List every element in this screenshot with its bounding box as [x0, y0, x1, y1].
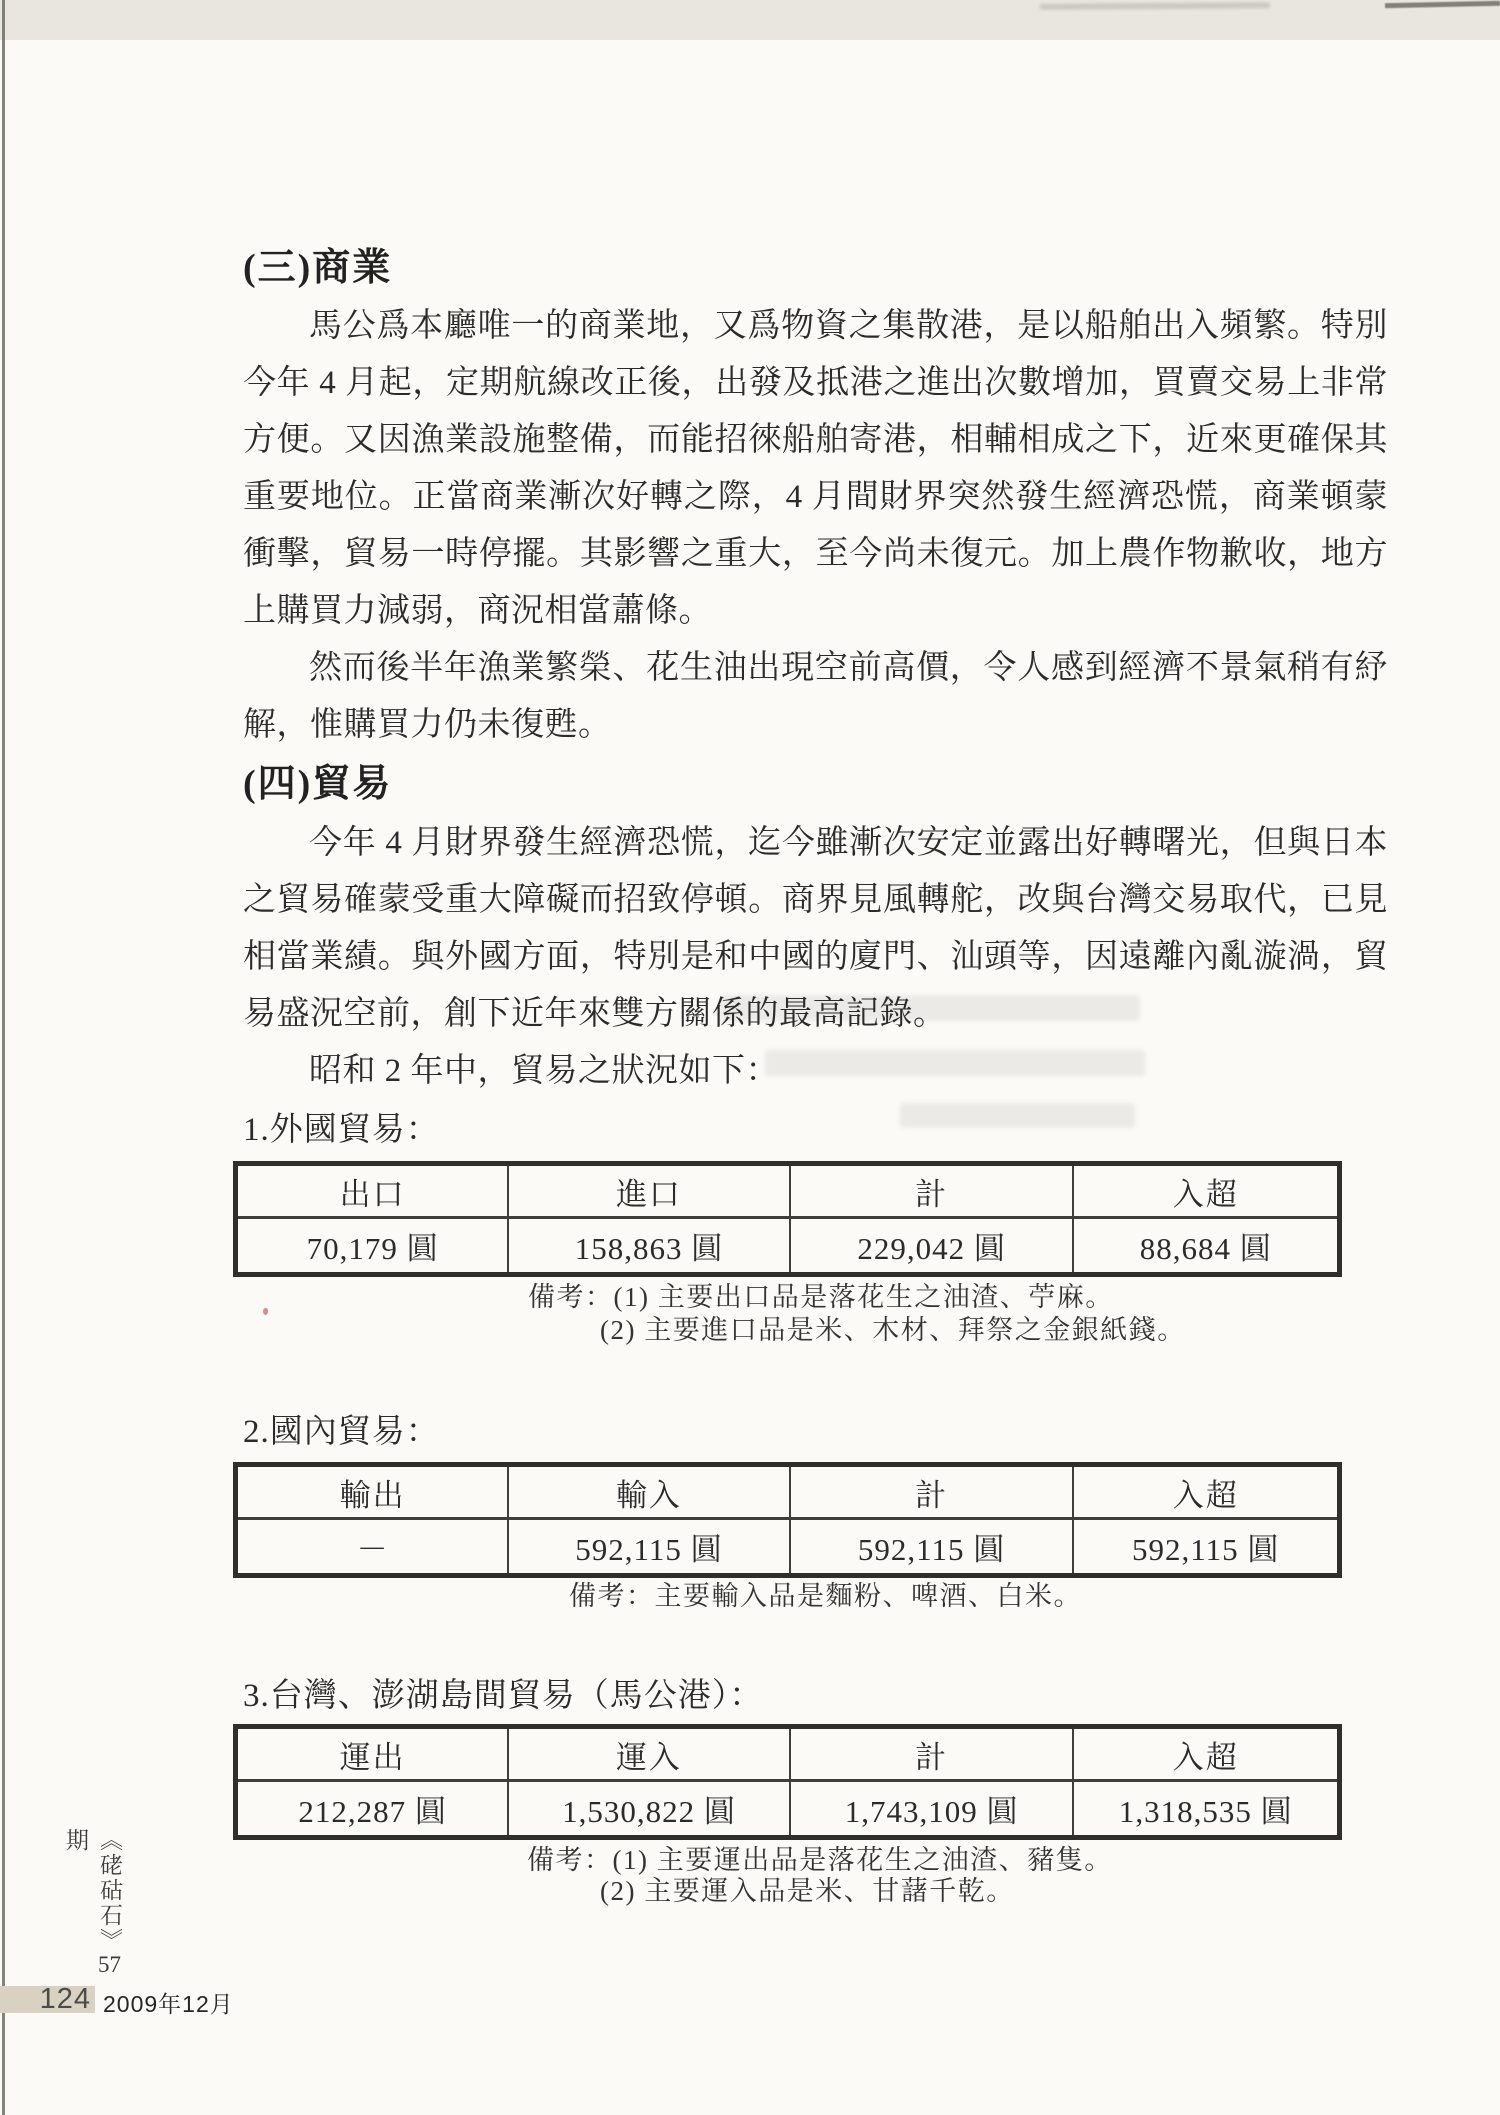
- journal-issue-number: 57: [98, 1953, 121, 1976]
- page-number: 124: [39, 1983, 91, 2015]
- value-cell: 229,042 圓: [790, 1218, 1074, 1275]
- text-line: 昭和 2 年中，貿易之狀況如下：: [309, 1053, 779, 1089]
- table-value-row: [236, 1218, 1340, 1275]
- bleed-through-artifact: [900, 1103, 1135, 1128]
- table-title-foreign-trade: 1.外國貿易：: [243, 1112, 440, 1148]
- section-heading-commerce: (三)商業: [243, 247, 393, 289]
- table-remark: 備考：(1) 主要出口品是落花生之油渣、苧麻。: [528, 1282, 1114, 1312]
- table-remark: 備考：(1) 主要運出品是落花生之油渣、豬隻。: [527, 1845, 1113, 1875]
- paragraph-trade: [243, 815, 1388, 1043]
- text-line: 馬公爲本廳唯一的商業地，又爲物資之集散港，是以船舶出入頻繁。特別: [309, 308, 1388, 344]
- section-heading-trade: (四)貿易: [243, 763, 393, 805]
- column-header: 入超: [1073, 1727, 1339, 1781]
- column-header: 入超: [1073, 1164, 1339, 1218]
- column-header: 輸出: [236, 1465, 509, 1519]
- footer-date: 2009年12月: [103, 1991, 234, 2017]
- text-line: 今年 4 月起，定期航線改正後，出發及抵港之進出次數增加，買賣交易上非常: [243, 365, 1388, 401]
- table-remark: 備考：主要輸入品是麵粉、啤酒、白米。: [569, 1581, 1082, 1611]
- journal-issue-unit: 期: [63, 1828, 88, 1853]
- foreign-trade-table: [233, 1161, 1342, 1277]
- column-header: 進口: [508, 1164, 790, 1218]
- value-cell: 70,179 圓: [306, 1231, 439, 1266]
- value-cell: 1,318,535 圓: [1073, 1781, 1339, 1838]
- column-header: 計: [790, 1164, 1074, 1218]
- text-line: 方便。又因漁業設施整備，而能招徠船舶寄港，相輔相成之下，近來更確保其: [243, 422, 1388, 458]
- page-number-bar: [0, 1983, 95, 2015]
- column-header: 計: [790, 1727, 1074, 1781]
- text-line: 相當業績。與外國方面，特別是和中國的廈門、汕頭等，因遠離內亂漩渦，貿: [243, 939, 1388, 975]
- column-header: 輸入: [508, 1465, 790, 1519]
- value-cell: 1,530,822 圓: [508, 1781, 790, 1838]
- scan-speck: [263, 1308, 268, 1315]
- value-cell: 158,863 圓: [508, 1218, 790, 1275]
- value-cell: 592,115 圓: [790, 1519, 1074, 1576]
- column-header: 運出: [236, 1727, 509, 1781]
- column-header: 入超: [1073, 1465, 1339, 1519]
- column-header: 出口: [236, 1164, 509, 1218]
- text-line: 解，惟購買力仍未復甦。: [243, 707, 612, 743]
- column-header: 運入: [508, 1727, 790, 1781]
- text-line: 易盛況空前，創下近年來雙方關係的最高記錄。: [243, 996, 947, 1032]
- value-cell: 88,684 圓: [1073, 1218, 1339, 1275]
- table-value-row: [236, 1519, 1340, 1576]
- value-cell: 1,743,109 圓: [790, 1781, 1074, 1838]
- table-header-row: [236, 1727, 1340, 1781]
- domestic-trade-table: [233, 1462, 1342, 1578]
- scan-edge-line: [2, 0, 5, 2115]
- table-title-taiwan-penghu-trade: 3.台灣、澎湖島間貿易（馬公港）：: [243, 1678, 764, 1714]
- value-cell: 592,115 圓: [508, 1519, 790, 1576]
- value-cell: －: [356, 1532, 389, 1567]
- journal-title-vertical: [58, 1828, 126, 1988]
- paragraph-trade-intro: [243, 1043, 1388, 1100]
- value-cell: 592,115 圓: [1073, 1519, 1339, 1576]
- scan-top-band: [0, 0, 1500, 40]
- text-line: 之貿易確蒙受重大障礙而招致停頓。商界見風轉舵，改與台灣交易取代，已見: [243, 882, 1388, 918]
- table-remark: (2) 主要進口品是米、木材、拜祭之金銀紙錢。: [600, 1315, 1186, 1345]
- paragraph-commerce-1: [243, 298, 1388, 640]
- journal-name: 《硓𥑮石》: [97, 1828, 122, 1953]
- column-header: 計: [790, 1465, 1074, 1519]
- text-line: 重要地位。正當商業漸次好轉之際，4 月間財界突然發生經濟恐慌，商業頓蒙: [243, 479, 1388, 515]
- taiwan-penghu-trade-table: [233, 1724, 1342, 1840]
- table-value-row: [236, 1781, 1340, 1838]
- text-line: 衝擊，貿易一時停擺。其影響之重大，至今尚未復元。加上農作物歉收，地方: [243, 536, 1388, 572]
- table-header-row: [236, 1465, 1340, 1519]
- table-remark: (2) 主要運入品是米、甘藷千乾。: [600, 1876, 1015, 1906]
- table-title-domestic-trade: 2.國內貿易：: [243, 1414, 440, 1450]
- table-header-row: [236, 1164, 1340, 1218]
- text-line: 然而後半年漁業繁榮、花生油出現空前高價，令人感到經濟不景氣稍有紓: [309, 650, 1388, 686]
- value-cell: 212,287 圓: [298, 1794, 447, 1829]
- text-line: 今年 4 月財界發生經濟恐慌，迄今雖漸次安定並露出好轉曙光，但與日本: [309, 825, 1388, 861]
- paragraph-commerce-2: [243, 640, 1388, 754]
- text-line: 上購買力減弱，商況相當蕭條。: [243, 593, 712, 629]
